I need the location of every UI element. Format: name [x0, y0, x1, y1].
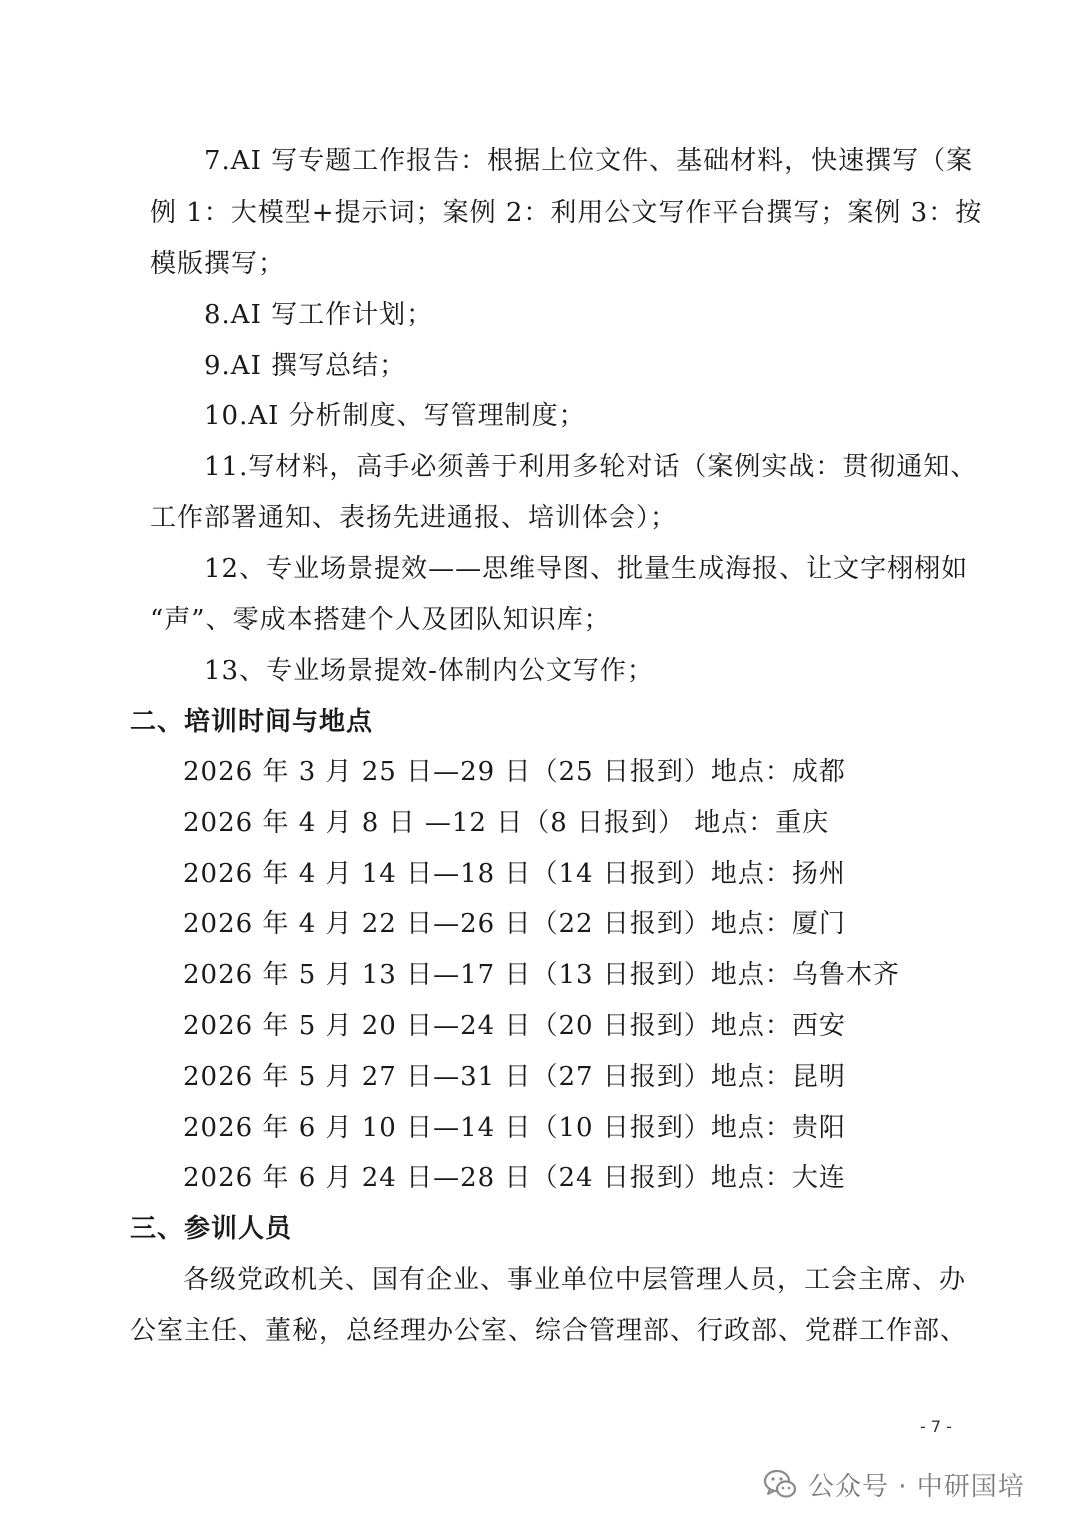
session-row: 2026 年 5 月 13 日—17 日（13 日报到）地点：乌鲁木齐 — [183, 960, 900, 990]
participants-line-2: 公室主任、董秘，总经理办公室、综合管理部、行政部、党群工作部、 — [130, 1316, 968, 1346]
participants-line-1: 各级党政机关、国有企业、事业单位中层管理人员，工会主席、办 — [183, 1265, 967, 1295]
agenda-item-12-line-1: 12、专业场景提效——思维导图、批量生成海报、让文字栩栩如 — [204, 554, 969, 584]
agenda-item-11-line-1: 11.写材料，高手必须善于利用多轮对话（案例实战：贯彻通知、 — [204, 452, 978, 482]
agenda-item-12-line-2: “声”、零成本搭建个人及团队知识库； — [150, 605, 611, 635]
agenda-item-7-line-3: 模版撰写； — [150, 249, 286, 279]
session-row: 2026 年 4 月 14 日—18 日（14 日报到）地点：扬州 — [183, 859, 846, 889]
agenda-item-13: 13、专业场景提效-体制内公文写作； — [204, 656, 654, 686]
session-row: 2026 年 5 月 20 日—24 日（20 日报到）地点：西安 — [183, 1011, 846, 1041]
agenda-item-7-line-2: 例 1：大模型+提示词；案例 2：利用公文写作平台撰写；案例 3：按 — [150, 198, 983, 228]
agenda-item-10: 10.AI 分析制度、写管理制度； — [204, 401, 586, 431]
agenda-item-7-line-1: 7.AI 写专题工作报告：根据上位文件、基础材料，快速撰写（案 — [204, 146, 974, 176]
watermark-text: 公众号 · 中研国培 — [808, 1471, 1025, 1502]
agenda-item-11-line-2: 工作部署通知、表扬先进通报、培训体会）； — [150, 503, 678, 533]
session-row: 2026 年 6 月 24 日—28 日（24 日报到）地点：大连 — [183, 1163, 846, 1193]
session-row: 2026 年 6 月 10 日—14 日（10 日报到）地点：贵阳 — [183, 1113, 846, 1143]
agenda-item-9: 9.AI 撰写总结； — [204, 351, 407, 381]
watermark — [762, 1462, 1025, 1506]
section-2-heading: 二、培训时间与地点 — [130, 707, 374, 737]
session-row: 2026 年 3 月 25 日—29 日（25 日报到）地点：成都 — [183, 757, 846, 787]
session-row: 2026 年 4 月 22 日—26 日（22 日报到）地点：厦门 — [183, 909, 846, 939]
wechat-icon — [762, 1466, 798, 1502]
section-3-heading: 三、参训人员 — [130, 1214, 293, 1244]
agenda-item-8: 8.AI 写工作计划； — [204, 300, 434, 330]
page-number: - 7 - — [920, 1417, 952, 1436]
session-row: 2026 年 5 月 27 日—31 日（27 日报到）地点：昆明 — [183, 1062, 846, 1092]
session-row: 2026 年 4 月 8 日 —12 日（8 日报到） 地点：重庆 — [183, 808, 830, 838]
